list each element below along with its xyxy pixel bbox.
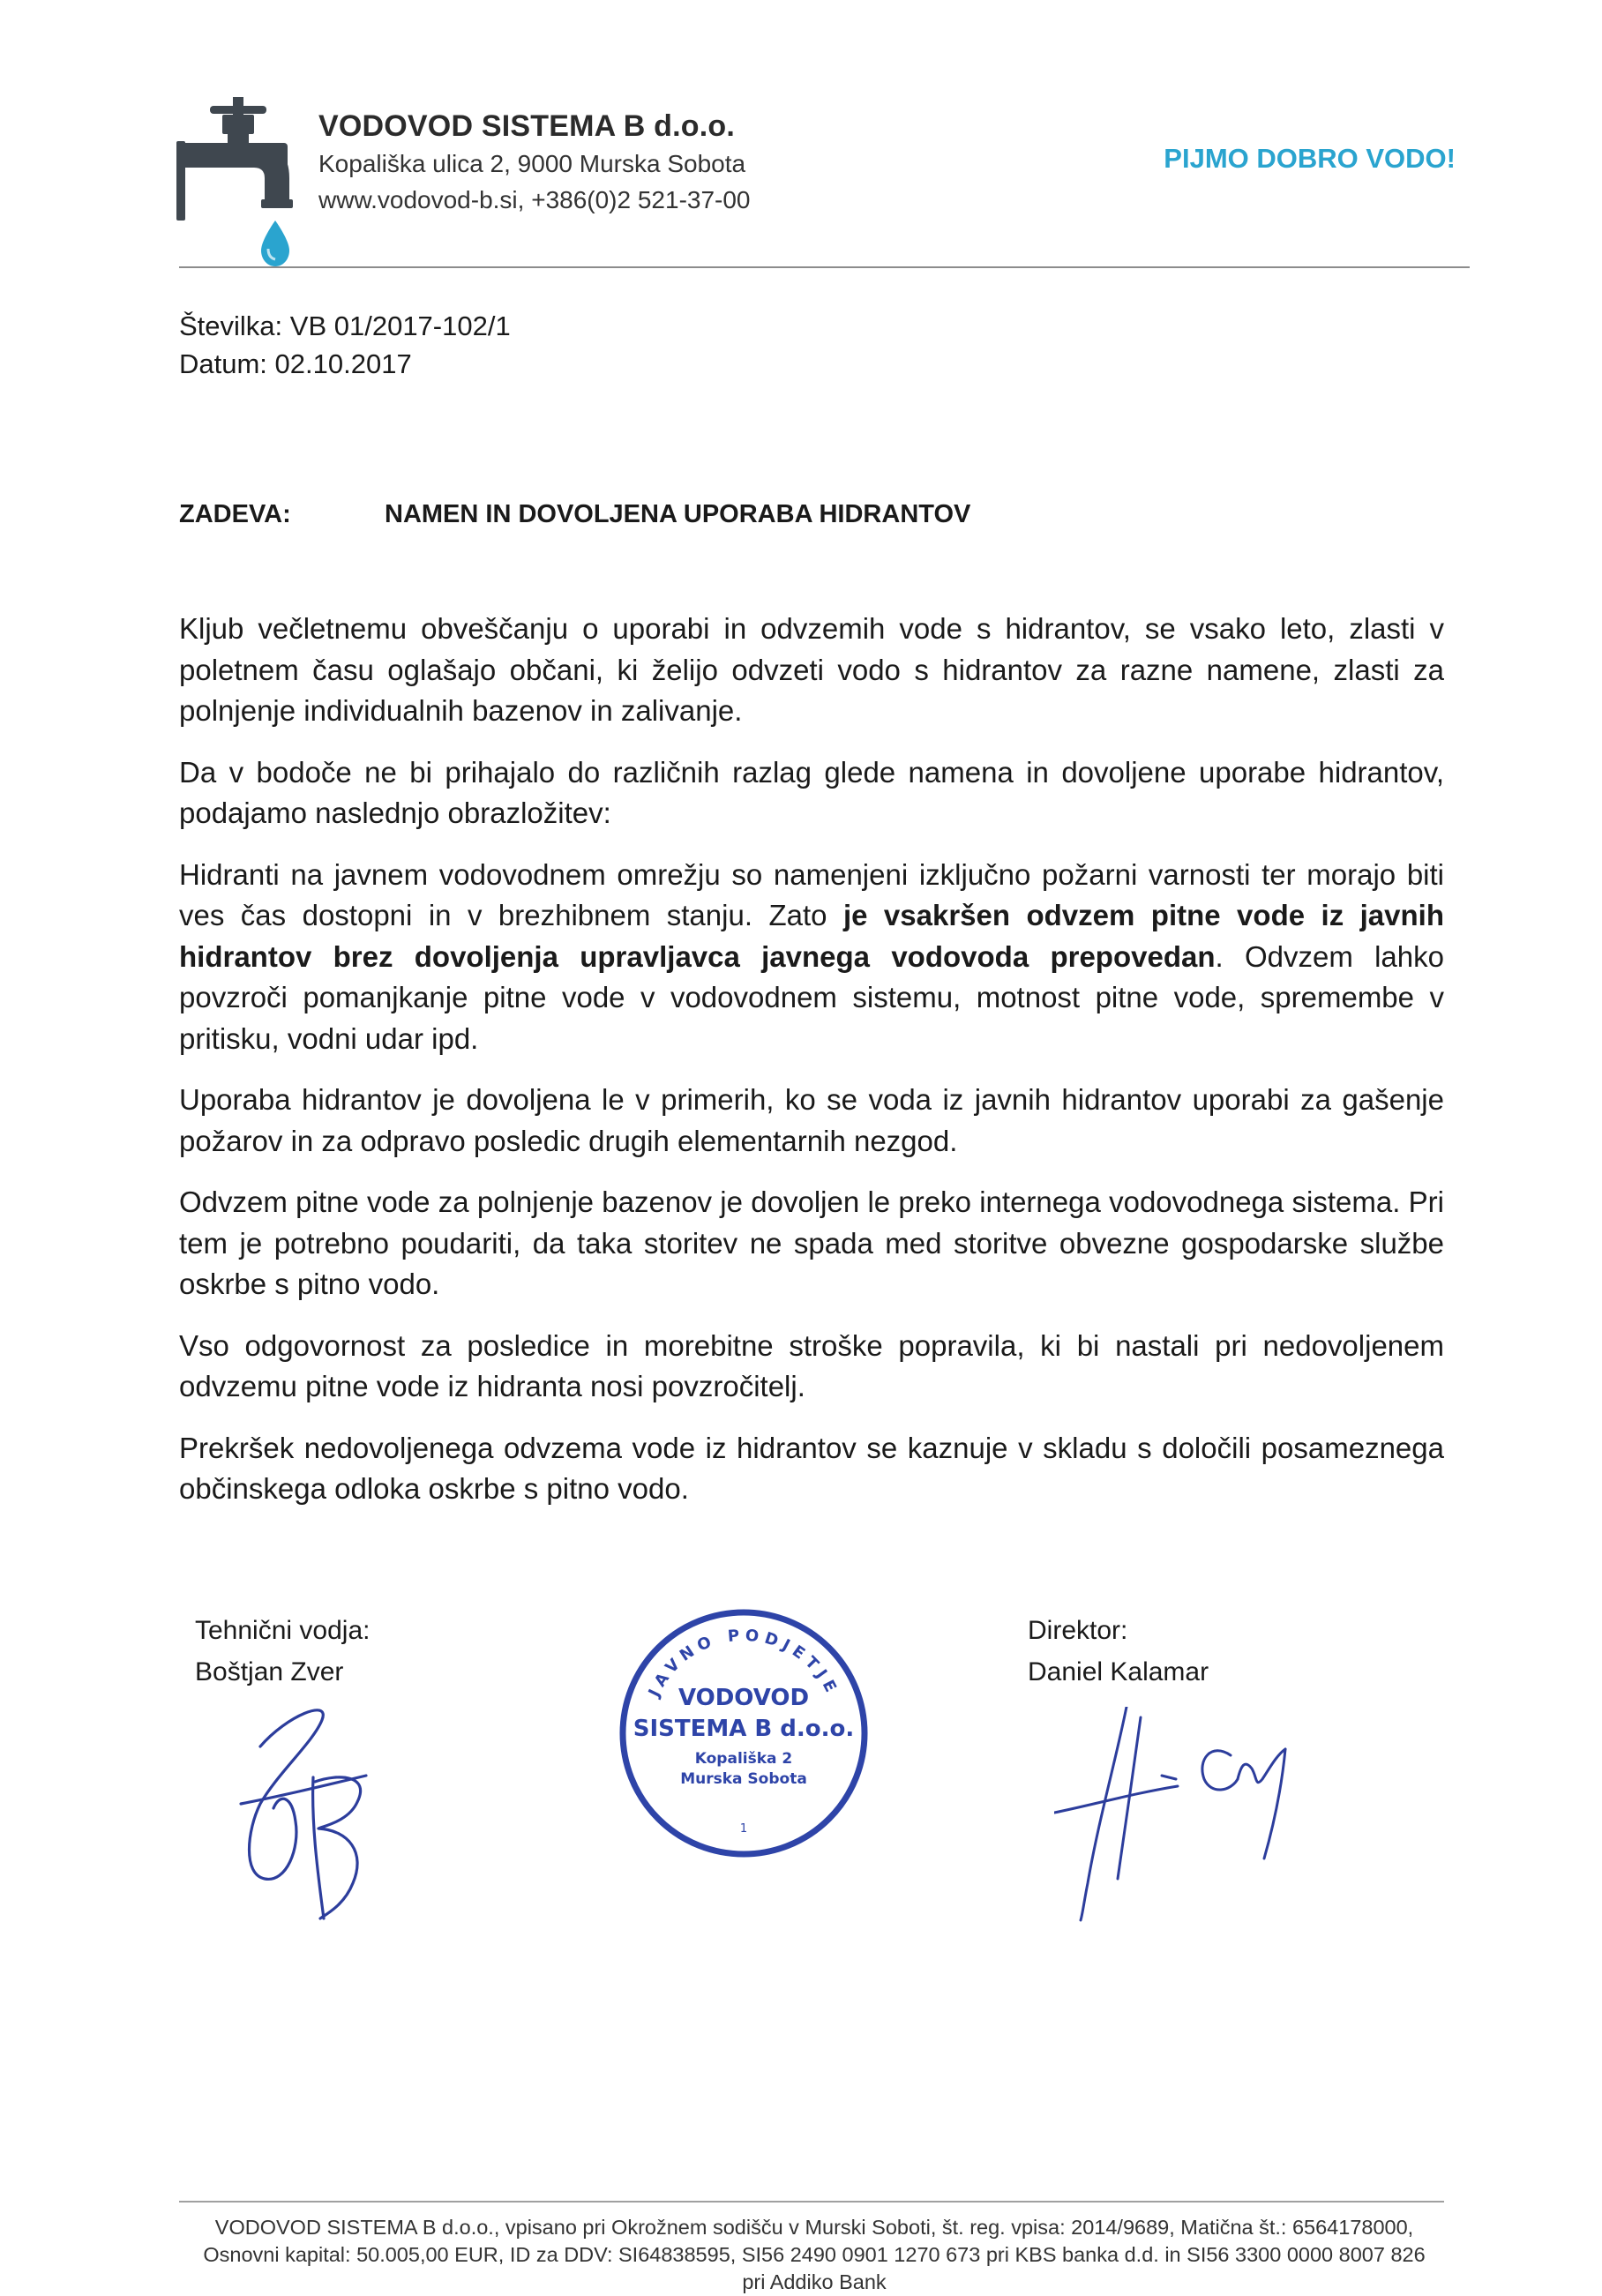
slogan: PIJMO DOBRO VODO! (1164, 143, 1456, 174)
paragraph-1: Kljub večletnemu obveščanju o uporabi in odvzemih vode s hidrantov, se vsako leto, zlasti v poletnem času oglašajo občani, ki želijo odvzeti vodo s hidrantov za razne namene, zlasti za polnjenje individualnih bazenov in zalivanje. (179, 612, 1444, 727)
stamp-number: 1 (739, 1822, 748, 1836)
letter-body (179, 609, 1444, 1530)
paragraph-3 (179, 855, 1444, 1060)
document-number: Številka: VB 01/2017-102/1 (179, 310, 511, 341)
document-date: Datum: 02.10.2017 (179, 348, 412, 379)
paragraph-2: Da v bodoče ne bi prihajalo do različnih razlag glede namena in dovoljene uporabe hidrantov, podajamo naslednjo obrazložitev: (179, 755, 1444, 829)
header-divider (179, 266, 1470, 268)
footer-divider (179, 2201, 1444, 2203)
company-contact: www.vodovod-b.si, +386(0)2 521-37-00 (318, 186, 751, 213)
company-address: Kopališka ulica 2, 9000 Murska Sobota (318, 150, 746, 177)
director-signature (1054, 1707, 1301, 1923)
company-name: VODOVOD SISTEMA B d.o.o. (318, 109, 736, 143)
paragraph-3-end: . Odvzem lahko povzroči pomanjkanje pitne vode v vodovodnem sistemu, motnost pitne vode, spremembe v pritisku, vodni udar ipd. (179, 939, 1444, 1055)
technical-lead-name: Boštjan Zver (195, 1657, 344, 1686)
paragraph-6: Vso odgovornost za posledice in morebitne stroške popravila, ki bi nastali pri nedovoljenem odvzemu pitne vode iz hidranta nosi povzročitelj. (179, 1328, 1444, 1402)
paragraph-7: Prekršek nedovoljenega odvzema vode iz hidrantov se kaznuje v skladu s določili posameznega občinskega odloka oskrbe s pitno vodo. (179, 1431, 1444, 1505)
stamp-arc-text: JAVNO PODJETJE (645, 1626, 842, 1701)
water-tap-icon (176, 97, 300, 269)
director-name: Daniel Kalamar (1028, 1657, 1209, 1686)
stamp-line-2: SISTEMA B d.o.o. (633, 1716, 855, 1742)
director-role: Direktor: (1028, 1616, 1128, 1645)
technical-lead-role: Tehnični vodja: (195, 1616, 371, 1645)
footer-legal-text: VODOVOD SISTEMA B d.o.o., vpisano pri Okrožnem sodišču v Murski Soboti, št. reg. vpisa: 2014/9689, Matična št.: 6564178000, Osnovni kapital: 50.005,00 EUR, ID za DDV: SI64838595, SI56 2490 0901 1270 673 pri KBS banka d.d. in SI56 3300 0000 8007 826 pri Addiko Bank (203, 2216, 1426, 2293)
stamp-line-4: Murska Sobota (680, 1770, 807, 1788)
subject-title: NAMEN IN DOVOLJENA UPORABA HIDRANTOV (385, 500, 971, 528)
paragraph-3-emphasis: je vsakršen odvzem pitne vode iz javnih hidrantov brez dovoljenja upravljavca javnega vodovoda prepovedan (179, 899, 1445, 973)
company-stamp (611, 1601, 876, 1866)
paragraph-4: Uporaba hidrantov je dovoljena le v primerih, ko se voda iz javnih hidrantov uporabi za gašenje požarov in za odpravo posledic drugih elementarnih nezgod. (179, 1083, 1444, 1157)
stamp-line-3: Kopališka 2 (694, 1750, 793, 1768)
stamp-line-1: VODOVOD (677, 1685, 810, 1711)
technical-lead-signature (225, 1698, 388, 1923)
paragraph-3-start: Hidranti na javnem vodovodnem omrežju so namenjeni izključno požarni varnosti ter morajo biti ves čas dostopni in v brezhibnem stanju. Zato (179, 857, 1444, 931)
subject-label: ZADEVA: (179, 500, 291, 528)
paragraph-5: Odvzem pitne vode za polnjenje bazenov je dovoljen le preko internega vodovodnega sistema. Pri tem je potrebno poudariti, da taka storitev ne spada med storitve obvezne gospodarske službe oskrbe s pitno vodo. (179, 1185, 1444, 1300)
